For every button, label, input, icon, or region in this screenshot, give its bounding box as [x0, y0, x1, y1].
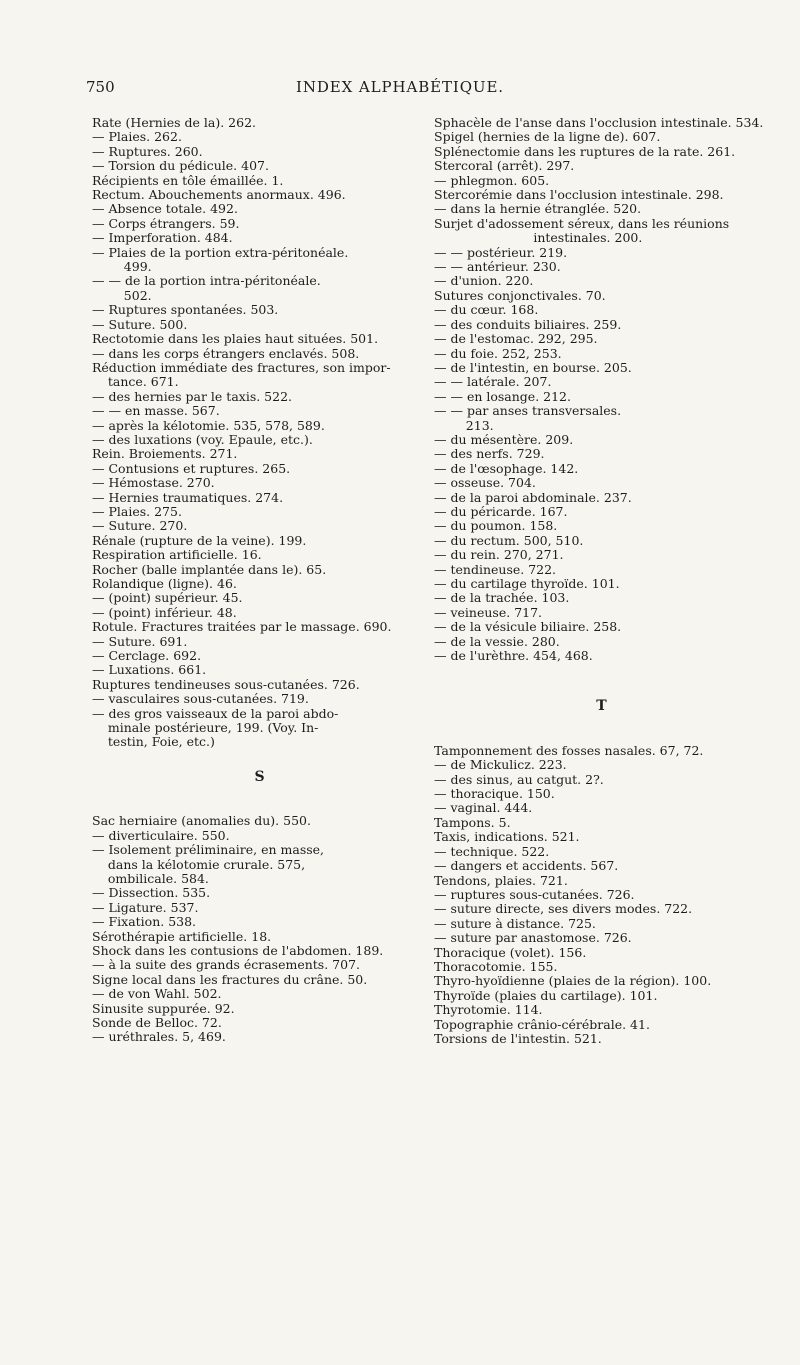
index-entry: Thoracotomie. 155. [434, 958, 558, 974]
index-entry: — vasculaires sous-cutanées. 719. [92, 691, 309, 707]
spacer [92, 798, 427, 814]
index-entry: — à la suite des grands écrasements. 707. [92, 957, 360, 973]
index-entry: — thoracique. 150. [434, 786, 555, 802]
index-entry: — Suture. 691. [92, 633, 188, 649]
index-entry: Ruptures tendineuses sous-cutanées. 726. [92, 676, 360, 692]
spacer [434, 679, 769, 695]
index-entry: — — de la portion intra-péritonéale. [92, 273, 321, 289]
spacer [434, 663, 769, 679]
index-entry: Sphacèle de l'anse dans l'occlusion intestinale. 534. [434, 115, 764, 130]
index-entry: — — latérale. 207. [434, 374, 552, 390]
index-entry: — — par anses transversales. [434, 403, 622, 419]
index-entry: Rein. Broiements. 271. [92, 446, 238, 462]
index-entry: — de von Wahl. 502. [92, 986, 222, 1002]
index-entry: — dans la hernie étranglée. 520. [434, 201, 642, 217]
index-entry: Stercoral (arrêt). 297. [434, 158, 575, 174]
index-entry: — tendineuse. 722. [434, 561, 557, 577]
index-entry: — du rein. 270, 271. [434, 547, 564, 563]
index-entry: Torsions de l'intestin. 521. [434, 1030, 602, 1046]
index-entry: 499. [92, 259, 152, 275]
index-entry: Signe local dans les fractures du crâne. 50. [92, 971, 368, 987]
spacer [434, 728, 769, 744]
spacer [92, 750, 427, 766]
index-entry: — du cœur. 168. [434, 302, 539, 318]
index-entry: — du mésentère. 209. [434, 431, 574, 447]
index-entry: Sutures conjonctivales. 70. [434, 287, 606, 303]
section-letter: T [596, 698, 607, 715]
index-entry: — Absence totale. 492. [92, 201, 238, 217]
index-entry: — Luxations. 661. [92, 662, 207, 678]
index-entry: — d'union. 220. [434, 273, 534, 289]
index-entry: — de l'intestin, en bourse. 205. [434, 359, 632, 375]
index-entry: — Suture. 500. [92, 316, 188, 332]
index-entry: — Ligature. 537. [92, 899, 199, 915]
index-entry: — Hernies traumatiques. 274. [92, 489, 284, 505]
index-entry: — de la vessie. 280. [434, 633, 560, 649]
section-letter: S [254, 768, 265, 785]
index-entry: — des hernies par le taxis. 522. [92, 388, 293, 404]
index-entry: — veineuse. 717. [434, 604, 543, 620]
index-entry: — des gros vaisseaux de la paroi abdo- [92, 705, 339, 721]
index-entry: — des sinus, au catgut. 2?. [434, 771, 604, 787]
index-entry: Récipients en tôle émaillée. 1. [92, 172, 284, 188]
index-entry: Stercorémie dans l'occlusion intestinale. 298. [434, 187, 724, 203]
index-entry: — du foie. 252, 253. [434, 345, 562, 361]
index-entry: 502. [92, 287, 152, 303]
index-entry: — technique. 522. [434, 843, 550, 859]
index-entry: Spigel (hernies de la ligne de). 607. [434, 129, 661, 145]
index-entry: Tampons. 5. [434, 814, 511, 830]
index-entry: — vaginal. 444. [434, 800, 533, 816]
index-entry: — Plaies. 275. [92, 503, 182, 519]
index-entry: — de Mickulicz. 223. [434, 757, 567, 773]
index-entry: — Corps étrangers. 59. [92, 215, 240, 231]
index-entry: — Cerclage. 692. [92, 648, 202, 664]
index-entry: — des luxations (voy. Epaule, etc.). [92, 431, 313, 447]
index-entry: — suture directe, ses divers modes. 722. [434, 901, 693, 917]
index-entry: — Imperforation. 484. [92, 230, 233, 246]
index-entry: — — antérieur. 230. [434, 259, 561, 275]
index-entry: Sac herniaire (anomalies du). 550. [92, 813, 311, 829]
index-entry: — du péricarde. 167. [434, 503, 568, 519]
index-entry: Thyroïde (plaies du cartilage). 101. [434, 987, 658, 1003]
index-entry: — osseuse. 704. [434, 475, 536, 491]
index-entry: — Hémostase. 270. [92, 475, 215, 491]
index-entry: — Ruptures spontanées. 503. [92, 302, 279, 318]
index-entry: Rectotomie dans les plaies haut situées. 501. [92, 331, 379, 347]
index-entry: — Ruptures. 260. [92, 143, 203, 159]
index-entry: Surjet d'adossement séreux, dans les réunions [434, 215, 730, 231]
index-entry: — — en masse. 567. [92, 403, 220, 419]
index-entry: Taxis, indications. 521. [434, 829, 580, 845]
index-entry: — Plaies de la portion extra-péritonéale. [92, 244, 349, 260]
index-entry: Respiration artificielle. 16. [92, 547, 262, 563]
index-entry: Rolandique (ligne). 46. [92, 576, 237, 591]
index-entry: dans la kélotomie crurale. 575, [92, 856, 306, 872]
index-entry: — suture par anastomose. 726. [434, 930, 632, 946]
index-entry: Sérothérapie artificielle. 18. [92, 928, 272, 944]
index-entry: 213. [434, 417, 494, 433]
index-entry: Sonde de Belloc. 72. [92, 1014, 222, 1030]
index-entry: — Torsion du pédicule. 407. [92, 158, 269, 174]
index-entry: Rénale (rupture de la veine). 199. [92, 532, 307, 548]
index-entry: Rectum. Abouchements anormaux. 496. [92, 187, 346, 203]
index-entry: — Dissection. 535. [92, 885, 211, 901]
index-entry: Réduction immédiate des fractures, son impor- [92, 359, 391, 375]
index-entry: — Plaies. 262. [92, 129, 182, 145]
index-entry: Rocher (balle implantée dans le). 65. [92, 561, 327, 577]
running-title: INDEX ALPHABÉTIQUE. [296, 78, 504, 96]
index-entry: — — en losange. 212. [434, 388, 571, 404]
index-entry: — suture à distance. 725. [434, 915, 596, 931]
index-entry: — Isolement préliminaire, en masse, [92, 842, 325, 858]
index-entry: — de la paroi abdominale. 237. [434, 489, 632, 505]
index-entry: Rate (Hernies de la). 262. [92, 115, 257, 130]
index-entry: — Contusions et ruptures. 265. [92, 460, 291, 476]
index-column-right [434, 116, 769, 1046]
index-entry: — dans les corps étrangers enclavés. 508. [92, 345, 360, 361]
index-entry: Thyrotomie. 114. [434, 1002, 543, 1018]
index-entry: — des nerfs. 729. [434, 446, 545, 462]
index-entry: Splénectomie dans les ruptures de la rate. 261. [434, 143, 736, 159]
index-entry: Topographie crânio-cérébrale. 41. [434, 1016, 650, 1032]
index-entry: — — postérieur. 219. [434, 244, 568, 260]
index-entry: Tamponnement des fosses nasales. 67, 72. [434, 742, 704, 758]
page-header [0, 78, 800, 98]
index-entry: — des conduits biliaires. 259. [434, 316, 622, 332]
index-entry: Shock dans les contusions de l'abdomen. 189. [92, 942, 384, 958]
index-entry: Rotule. Fractures traitées par le massage. 690. [92, 619, 392, 635]
index-entry: intestinales. 200. [434, 230, 643, 246]
index-entry: tance. 671. [92, 374, 179, 390]
index-entry: — de la trachée. 103. [434, 590, 570, 606]
page-number: 750 [86, 78, 115, 96]
index-entry: — uréthrales. 5, 469. [92, 1029, 226, 1045]
index-entry: minale postérieure, 199. (Voy. In- [92, 720, 319, 736]
index-entry: — (point) supérieur. 45. [92, 590, 243, 606]
index-column-left [92, 116, 427, 1045]
index-entry: Thoracique (volet). 156. [434, 944, 587, 960]
index-entry: — Fixation. 538. [92, 914, 197, 930]
index-entry: — phlegmon. 605. [434, 172, 550, 188]
index-entry: — de l'estomac. 292, 295. [434, 331, 598, 347]
index-entry: — de l'œsophage. 142. [434, 460, 579, 476]
index-entry: — du rectum. 500, 510. [434, 532, 584, 548]
index-entry: — du poumon. 158. [434, 518, 558, 534]
index-entry: — après la kélotomie. 535, 578, 589. [92, 417, 325, 433]
index-entry: Thyro-hyoïdienne (plaies de la région). 100. [434, 973, 712, 989]
index-entry: testin, Foie, etc.) [92, 734, 215, 750]
index-entry: Sinusite suppurée. 92. [92, 1000, 235, 1016]
index-entry: ombilicale. 584. [92, 870, 209, 886]
index-entry: — dangers et accidents. 567. [434, 858, 619, 874]
index-entry: — de la vésicule biliaire. 258. [434, 619, 622, 635]
index-entry: — Suture. 270. [92, 518, 188, 534]
index-entry: — ruptures sous-cutanées. 726. [434, 886, 635, 902]
index-entry: — du cartilage thyroïde. 101. [434, 576, 620, 591]
index-entry: Tendons, plaies. 721. [434, 872, 568, 888]
index-entry: — (point) inférieur. 48. [92, 604, 237, 620]
index-entry: — diverticulaire. 550. [92, 827, 230, 843]
index-entry: — de l'urèthre. 454, 468. [434, 648, 593, 664]
